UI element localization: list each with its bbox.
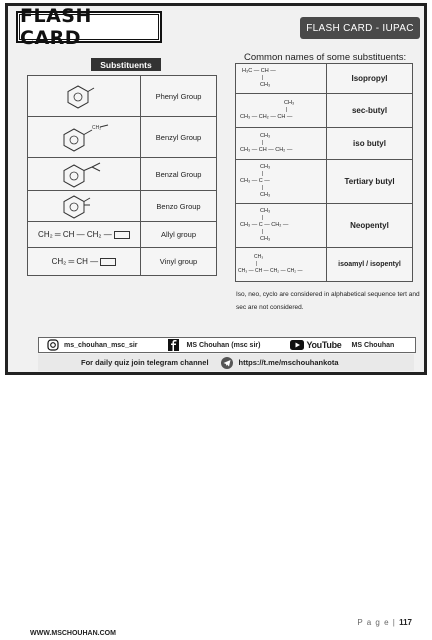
- row-name: Vinyl group: [141, 248, 217, 276]
- row-name: Benzal Group: [141, 158, 217, 191]
- row-name: Neopentyl: [327, 204, 413, 248]
- facebook-icon: [168, 339, 179, 351]
- table-row: [28, 117, 217, 158]
- formula-line: CH₃: [284, 100, 295, 106]
- row-name: Benzo Group: [141, 191, 217, 222]
- page-label: P a g e |: [357, 618, 396, 627]
- telegram-icon: [221, 357, 233, 369]
- row-name: Benzyl Group: [141, 117, 217, 158]
- row-name: sec-butyl: [327, 94, 413, 128]
- table-row: [236, 128, 413, 160]
- formula-line: CH₃ — CH₂ — CH —: [240, 114, 293, 120]
- substituents-label: Substituents: [91, 58, 161, 71]
- formula-line: |: [262, 215, 264, 221]
- table-row: [236, 94, 413, 128]
- formula-line: |: [262, 75, 264, 81]
- phenyl-structure: [28, 76, 140, 116]
- table-row: [236, 248, 413, 282]
- row-name: Phenyl Group: [141, 76, 217, 117]
- page-number: [357, 618, 412, 627]
- website-url[interactable]: WWW.MSCHOUHAN.COM: [30, 630, 116, 637]
- vinyl-formula: CH₂ ═ CH —: [51, 257, 99, 266]
- flash-card-logo: [16, 5, 162, 49]
- formula-line: |: [256, 261, 258, 267]
- note-text: Iso, neo, cyclo are considered in alphabetical sequence tert and sec are not considered.: [236, 291, 420, 311]
- row-name: iso butyl: [327, 128, 413, 160]
- formula-line: CH₃: [260, 192, 271, 198]
- table-row: [28, 158, 217, 191]
- page-number-value: 117: [399, 618, 412, 627]
- formula-line: |: [262, 171, 264, 177]
- allyl-formula: CH₂ ═ CH — CH₂ —: [38, 230, 112, 239]
- table-row: [28, 248, 217, 276]
- formula-line: CH₃: [260, 236, 271, 242]
- formula-line: CH₃: [260, 133, 271, 139]
- table-row: [236, 64, 413, 94]
- formula-line: CH₃ — CH — CH₂ — CH₂ —: [238, 268, 303, 274]
- facebook-name[interactable]: MS Chouhan (msc sir): [186, 341, 261, 349]
- formula-line: CH₃ — C — CH₂ —: [240, 222, 289, 228]
- table-row: [28, 222, 217, 248]
- formula-line: |: [262, 229, 264, 235]
- topic-ribbon: FLASH CARD - IUPAC: [300, 17, 420, 39]
- social-bar: [38, 337, 416, 353]
- table-row: [28, 191, 217, 222]
- substituent-box: [100, 258, 116, 266]
- row-name: Allyl group: [141, 222, 217, 248]
- instagram-handle[interactable]: ms_chouhan_msc_sir: [64, 341, 138, 349]
- table-row: [28, 76, 217, 117]
- formula-line: CH₃: [254, 254, 264, 260]
- benzyl-label: CH₂: [92, 125, 102, 131]
- formula-line: CH₃ — CH — CH₂ —: [240, 147, 293, 153]
- formula-line: CH₃ — C —: [240, 178, 270, 184]
- formula-line: CH₃: [260, 164, 271, 170]
- youtube-logo-text: YouTube: [306, 340, 342, 350]
- logo-text: FLASH CARD: [19, 14, 159, 40]
- flash-card: [5, 3, 427, 375]
- formula-line: CH₃: [260, 82, 271, 88]
- formula-line: |: [262, 140, 264, 146]
- row-name: isoamyl / isopentyl: [327, 248, 413, 282]
- youtube-icon: [290, 340, 304, 350]
- formula-line: |: [262, 185, 264, 191]
- common-names-table: [235, 63, 413, 282]
- formula-line: H₃C — CH —: [242, 68, 276, 74]
- benzo-structure: [28, 191, 140, 221]
- table-row: [236, 160, 413, 204]
- substituents-table: [27, 75, 217, 276]
- common-names-title: Common names of some substituents:: [244, 52, 407, 63]
- benzal-structure: [28, 158, 140, 190]
- formula-line: |: [286, 107, 288, 113]
- telegram-text: For daily quiz join telegram channel: [81, 358, 209, 367]
- benzyl-structure: [28, 117, 140, 157]
- table-row: [236, 204, 413, 248]
- telegram-link[interactable]: https://t.me/mschouhankota: [238, 358, 339, 367]
- substituent-box: [114, 231, 130, 239]
- telegram-bar: [38, 354, 414, 371]
- row-name: Isopropyl: [327, 64, 413, 94]
- formula-line: CH₃: [260, 208, 271, 214]
- instagram-icon: [47, 339, 59, 351]
- youtube-channel[interactable]: MS Chouhan: [351, 341, 395, 349]
- row-name: Tertiary butyl: [327, 160, 413, 204]
